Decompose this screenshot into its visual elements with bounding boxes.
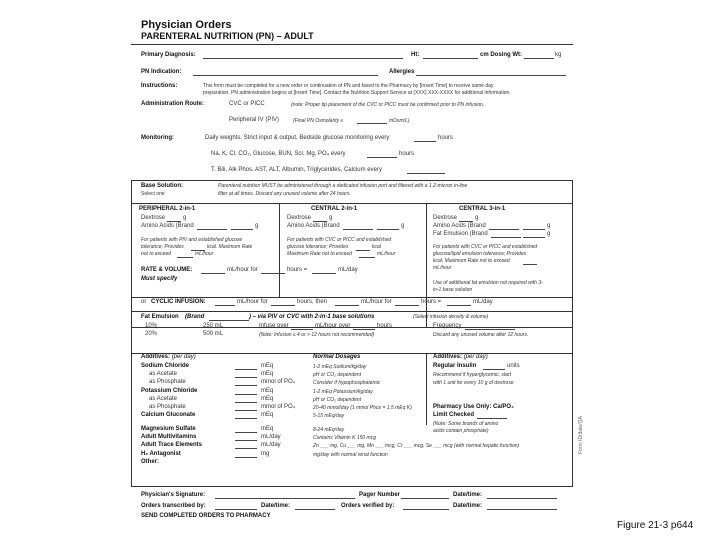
cyclic-rate-1-field[interactable]: [215, 300, 235, 306]
monitoring-line-2: Na, K, Cl, CO₂, Glucose, BUN, Scr, Mg, PO₄ every: [211, 151, 346, 157]
additives-label-text: Additives:: [141, 354, 171, 360]
send-to-pharmacy: SEND COMPLETED ORDERS TO PHARMACY: [141, 513, 271, 519]
additive-name: Potassium Chloride: [141, 388, 198, 394]
central3-amino-unit: g: [547, 223, 551, 229]
monitoring-hours-1: hours: [438, 135, 454, 141]
additive-unit: mEq: [261, 396, 274, 402]
form-id-vertical: Form ID/date/QA: [578, 416, 584, 454]
cvc-note: (note: Proper tip placement of the CVC or PICC must be confirmed prior to PN infusion.: [291, 102, 485, 108]
rate-ml-hour-text: mL/hour for: [227, 267, 258, 273]
central2-kcal-field[interactable]: [356, 245, 370, 251]
peripheral-dextrose-unit: g: [183, 215, 187, 221]
central2-dextrose-unit: g: [329, 215, 333, 221]
central2-note-3: Maximum Rate not to exceed: [287, 251, 353, 257]
limit-checked-field[interactable]: [477, 413, 507, 419]
central-3in1-header[interactable]: CENTRAL 3-in-1: [459, 206, 506, 212]
additive-amount-field[interactable]: [235, 372, 257, 378]
additive-name: Adult Trace Elements: [141, 442, 203, 448]
monitoring-hours-2: hours: [399, 151, 415, 157]
central2-note-2: glucose tolerance; Provides: [287, 244, 349, 250]
column-divider-2: [426, 203, 427, 327]
additive-name: as Phosphate: [149, 404, 186, 410]
additives-per-day: (per day): [171, 354, 196, 360]
regular-insulin-label: Regular Insulin: [433, 363, 477, 369]
form-title: Physician Orders: [141, 19, 232, 31]
additive-unit: mEq: [261, 412, 274, 418]
additive-unit: mEq: [261, 363, 274, 369]
cyclic-hours-1-field[interactable]: [271, 300, 295, 306]
transcribed-datetime-field[interactable]: [295, 504, 335, 510]
physician-signature-label: Physician's Signature:: [141, 492, 206, 498]
fat-emulsion-brand-field[interactable]: [209, 315, 249, 321]
additive-unit: mg: [261, 451, 270, 457]
fat-10-percent-option[interactable]: 10%: [145, 323, 158, 329]
pharmacy-use-only: Pharmacy Use Only: Ca/PO₄: [433, 404, 514, 410]
additive-normal-dose: Contains Vitamin K 150 mcg: [313, 435, 376, 441]
additive-amount-field[interactable]: [235, 364, 257, 370]
base-solution-note-2: filter at all times. Discard any unused volume after 24 hours.: [218, 191, 351, 197]
right-additives-label: [433, 354, 488, 361]
glucose-frequency-field[interactable]: [414, 136, 436, 142]
additive-amount-field[interactable]: [235, 405, 257, 411]
peripheral-2in1-header[interactable]: PERIPHERAL 2-in-1: [139, 206, 196, 212]
ml-hour-over-label: mL/hour over: [315, 323, 351, 329]
peripheral-note-3b: mL/hour: [195, 251, 214, 257]
central3-fat-unit: g: [547, 231, 551, 237]
central3-fat-label: Fat Emulsion (Brand: [433, 231, 488, 237]
select-one-label: Select one: [141, 191, 165, 197]
weekly-labs-field[interactable]: [407, 168, 445, 174]
figure-caption: Figure 21-3 p644: [617, 520, 694, 531]
central3-note-4: mL/hour: [433, 265, 452, 271]
orders-verified-field[interactable]: [403, 504, 449, 510]
limit-checked-label: Limit Checked: [433, 412, 475, 418]
or-label: or: [141, 299, 147, 305]
central3-dextrose-unit: g: [475, 215, 479, 221]
pager-number-field[interactable]: [401, 493, 449, 499]
insulin-units: units: [507, 363, 520, 369]
central3-note-1: For patients with CVC or PICC and established: [433, 244, 538, 250]
insulin-note-2: with 1 unit for every 10 g of dextrose: [433, 380, 514, 386]
additive-amount-field[interactable]: [235, 443, 257, 449]
additive-name: Sodium Chloride: [141, 363, 189, 369]
additive-name: Calcium Gluconate: [141, 412, 196, 418]
fat-emulsion-brand-label: (Brand: [185, 314, 205, 320]
cyclic-rate-2-field[interactable]: [335, 300, 359, 306]
verified-datetime-label: Date/time:: [453, 503, 483, 509]
rate-hours-field[interactable]: [261, 268, 285, 274]
regular-insulin-field[interactable]: [483, 364, 505, 370]
peripheral-note-1: For patients with PIV and established glucose: [141, 237, 243, 243]
central3-amino-field[interactable]: [523, 224, 545, 230]
base-solution-note-1: Parenteral nutrition MUST be administered through a dedicated infusion port and filtered with a 1.2-micron in-line: [218, 183, 468, 189]
additive-name: Other:: [141, 459, 159, 465]
additive-unit: mL/day: [261, 434, 281, 440]
height-field[interactable]: [423, 53, 478, 59]
peripheral-note-2: tolerance; Provides: [141, 244, 184, 250]
monitoring-line-3: T. Bili, Alk Phos, AST, ALT, Albumin, Triglycerides, Calcium every: [211, 167, 382, 173]
rate-ml-day-field[interactable]: [312, 268, 336, 274]
additives-label: [141, 354, 196, 361]
additive-amount-field[interactable]: [235, 435, 257, 441]
header-divider: [131, 44, 573, 45]
central3-dextrose-label: Dextrose: [433, 215, 458, 221]
additive-normal-dose: 5-15 mEq/day: [313, 413, 345, 419]
labs-frequency-field[interactable]: [367, 152, 397, 158]
additive-amount-field[interactable]: [235, 380, 257, 386]
lipid-note-1: Use of additional fat emulsion not required with 3-: [433, 280, 543, 286]
cyclic-text-1: mL/hour for: [237, 299, 268, 305]
base-solution-label: Base Solution:: [141, 183, 184, 189]
peripheral-amino-brand-field[interactable]: [197, 224, 227, 230]
orders-verified-label: Orders verified by:: [341, 503, 395, 509]
central3-max-rate-field[interactable]: [523, 259, 537, 265]
peripheral-amino-label: Amino Acids (Brand: [141, 223, 194, 229]
peripheral-iv-option[interactable]: Peripheral IV (PIV): [229, 117, 280, 123]
cvc-picc-option[interactable]: CVC or PICC: [229, 101, 265, 107]
additive-amount-field[interactable]: [235, 427, 257, 433]
additive-unit: mL/day: [261, 442, 281, 448]
additive-unit: mmol of PO₄: [261, 379, 296, 385]
monitoring-line-1: Daily weights, Strict input & output, Bedside glucose monitoring every: [205, 135, 390, 141]
verified-datetime-field[interactable]: [487, 504, 557, 510]
additive-unit: mmol of PO₄: [261, 404, 296, 410]
additive-name: H₂ Antagonist: [141, 451, 181, 457]
central3-fat-field[interactable]: [523, 232, 545, 238]
lipid-note-2: in-1 base solution: [433, 287, 473, 293]
column-divider-3: [426, 353, 427, 425]
rate-divider: [132, 297, 572, 298]
rate-volume-label: RATE & VOLUME:: [141, 267, 193, 273]
transcribed-datetime-label: Date/time:: [261, 503, 291, 509]
rate-hours-eq: hours =: [287, 267, 308, 273]
additive-normal-dose: Consider if hypophosphatemic: [313, 380, 381, 386]
dosing-weight-label: cm Dosing Wt:: [480, 52, 522, 58]
normal-dosages-header: Normal Dosages: [313, 354, 361, 360]
additive-name: as Phosphate: [149, 379, 186, 385]
allergies-field[interactable]: [416, 70, 566, 76]
fat-20-percent-option[interactable]: 20%: [145, 331, 158, 337]
central2-note-2b: kcal: [372, 244, 381, 250]
additive-normal-dose: Zn ___ mg, Cu ___ mg, Mn ___ mcg, Cr ___ mcg, Se ___ mcg (with normal hepatic function): [313, 443, 520, 449]
central2-amino-brand-field[interactable]: [343, 224, 373, 230]
peripheral-max-rate-field[interactable]: [177, 252, 193, 258]
cyclic-text-2: hours, then: [297, 299, 328, 305]
rate-ml-hour-field[interactable]: [201, 268, 225, 274]
cyclic-total-field[interactable]: [447, 300, 471, 306]
mosm-unit: mOsm/L): [389, 118, 410, 124]
peripheral-amino-field[interactable]: [231, 224, 253, 230]
infuse-over-label: Infuse over: [259, 323, 289, 329]
physician-signature-field[interactable]: [215, 493, 355, 499]
primary-diagnosis-field[interactable]: [203, 53, 403, 59]
base-solution-divider: [132, 203, 572, 204]
form-subtitle: PARENTERAL NUTRITION (PN) – ADULT: [141, 31, 314, 41]
cyclic-text-5: mL/day: [473, 299, 493, 305]
additive-normal-dose: 1-2 mEq Sodium/kg/day: [313, 364, 367, 370]
insulin-note-1: Recommend if hyperglycemic, start: [433, 372, 512, 378]
rate-ml-day-unit: mL/day: [338, 267, 358, 273]
frequency-label: Frequency: [433, 323, 462, 329]
pharmacy-note-2: acids contain phosphate): [433, 428, 489, 434]
right-additives-per-day: (per day): [463, 354, 488, 360]
central3-note-3: kcal; Maximum Rate not to exceed: [433, 258, 510, 264]
pager-number-label: Pager Number: [359, 492, 401, 498]
fat-hours-label: hours: [377, 323, 393, 329]
peripheral-note-2b: kcal. Maximum Rate: [207, 244, 253, 250]
fat-500ml-option[interactable]: 500 mL: [203, 331, 224, 337]
cyclic-text-3: mL/hour for: [361, 299, 392, 305]
column-divider-1: [279, 203, 280, 297]
central3-amino-label: Amino Acids (Brand: [433, 223, 486, 229]
central2-note-3b: mL/hour: [377, 251, 396, 257]
fat-discard-note: Discard any unused volume after 12 hours.: [433, 332, 529, 338]
central2-amino-field[interactable]: [377, 224, 399, 230]
central3-note-2: glucose/lipid emulsion tolerance; Provides: [433, 251, 527, 257]
additive-normal-dose: 8-24 mEq/day: [313, 427, 345, 433]
additive-normal-dose: pH or CO₂ dependent: [313, 397, 362, 403]
peripheral-dextrose-label: Dextrose: [141, 215, 166, 221]
additive-name: Adult Multivitamins: [141, 434, 197, 440]
additive-name: Magnesium Sulfate: [141, 426, 196, 432]
peripheral-osmolarity-note: (Final PN Osmolarity ≤: [293, 118, 344, 124]
administration-route-label: Administration Route:: [141, 101, 204, 107]
additive-normal-dose: mg/day with normal renal function: [313, 452, 388, 458]
instructions-line-2: preparation. PN administration begins at [Insert Time]. Contact the Nutrition Support Service at (XXX) XXX-XXXX for additional information.: [203, 90, 511, 96]
additive-amount-field[interactable]: [235, 452, 257, 458]
fat-emulsion-select-note: (Select infusion density & volume): [413, 314, 489, 320]
additive-normal-dose: pH or CO₂ dependent: [313, 372, 362, 378]
instructions-line-1: This form must be completed for a new order or continuation of PN and faxed to the Pharmacy by [Insert Time] to receive same day: [203, 83, 494, 89]
additive-amount-field[interactable]: [235, 413, 257, 419]
additive-unit: mEq: [261, 426, 274, 432]
orders-transcribed-field[interactable]: [215, 504, 257, 510]
cyclic-divider: [132, 311, 572, 312]
central2-dextrose-field[interactable]: [313, 216, 327, 222]
monitoring-label: Monitoring:: [141, 135, 174, 141]
dosing-weight-field[interactable]: [524, 53, 554, 59]
physician-datetime-label: Date/time:: [453, 492, 483, 498]
allergies-label: Allergies: [389, 69, 415, 75]
central-2in1-header[interactable]: CENTRAL 2-in-1: [311, 206, 358, 212]
cyclic-text-4: hours =: [421, 299, 442, 305]
additive-amount-field[interactable]: [235, 389, 257, 395]
fat-emulsion-label: Fat Emulsion: [141, 314, 179, 320]
must-specify-label: Must specify: [141, 276, 178, 282]
height-label: Ht:: [411, 52, 420, 58]
fat-250ml-option[interactable]: 250 mL: [203, 323, 224, 329]
additive-name: as Acetate: [149, 396, 178, 402]
additive-normal-dose: 20-40 mmol/day (1 mmol Phos = 1.5 mEq K): [313, 405, 412, 411]
physician-datetime-field[interactable]: [487, 493, 557, 499]
infuse-over-field[interactable]: [291, 324, 313, 330]
additive-unit: mEq: [261, 371, 274, 377]
additive-name: as Acetate: [149, 371, 178, 377]
fat-infusion-note: (Note: Infusion ≤ 4 or > 12 hours not recommended): [259, 332, 375, 338]
cyclic-hours-2-field[interactable]: [395, 300, 419, 306]
central3-fat-brand-field[interactable]: [491, 232, 521, 238]
right-additives-label-text: Additives:: [433, 354, 463, 360]
peripheral-dextrose-field[interactable]: [167, 216, 181, 222]
frequency-field[interactable]: [465, 324, 515, 330]
fat-emulsion-via: ) – via PIV or CVC with 2-in-1 base solutions: [249, 314, 375, 320]
instructions-label: Instructions:: [141, 83, 178, 89]
additive-amount-field[interactable]: [235, 397, 257, 403]
additive-normal-dose: 1-2 mEq Potassium/kg/day: [313, 389, 373, 395]
pn-indication-label: PN Indication:: [141, 69, 182, 75]
primary-diagnosis-label: Primary Diagnosis:: [141, 52, 196, 58]
peripheral-note-3: not to exceed: [141, 251, 172, 257]
kg-unit: kg: [555, 52, 562, 58]
pharmacy-note-1: (Note: Some brands of amino: [433, 421, 499, 427]
central3-dextrose-field[interactable]: [459, 216, 473, 222]
central3-amino-brand-field[interactable]: [489, 224, 519, 230]
physician-order-form: [131, 14, 584, 526]
cyclic-infusion-label: CYCLIC INFUSION:: [151, 299, 206, 305]
central2-amino-label: Amino Acids (Brand: [287, 223, 340, 229]
pn-indication-field[interactable]: [193, 70, 378, 76]
osmolarity-field[interactable]: [357, 118, 387, 124]
fat-hours-field[interactable]: [353, 324, 375, 330]
orders-transcribed-label: Orders transcribed by:: [141, 503, 206, 509]
additive-unit: mEq: [261, 388, 274, 394]
central2-note-1: For patients with CVC or PICC and established: [287, 237, 392, 243]
peripheral-amino-unit: g: [255, 223, 259, 229]
central2-max-rate-field[interactable]: [359, 252, 375, 258]
central2-dextrose-label: Dextrose: [287, 215, 312, 221]
central2-amino-unit: g: [401, 223, 405, 229]
